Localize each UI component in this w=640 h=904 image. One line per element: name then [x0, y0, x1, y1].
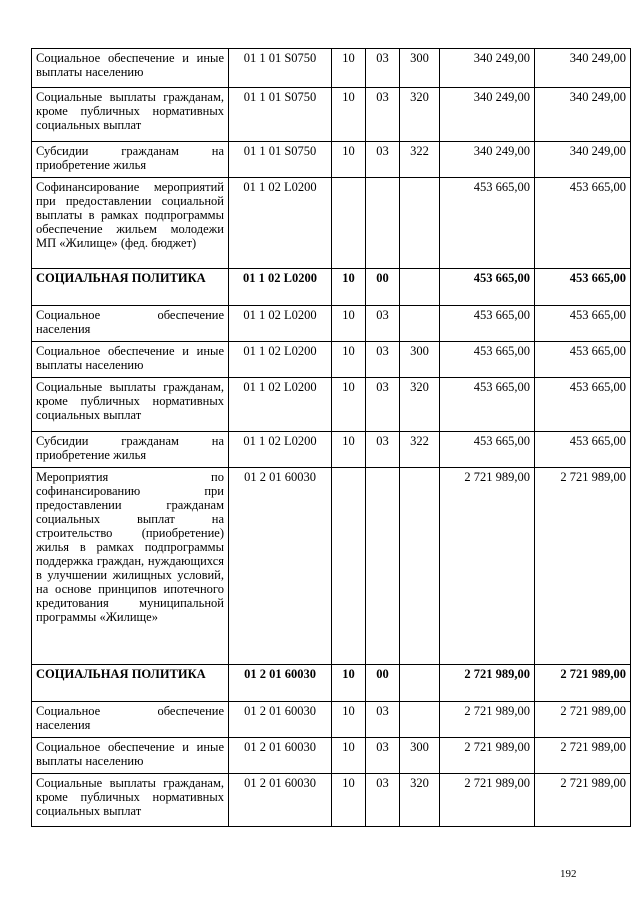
- table-row: [32, 378, 631, 432]
- row-section: 10: [332, 702, 366, 738]
- row-expense-type: 300: [400, 49, 440, 88]
- row-amount-1: 2 721 989,00: [440, 468, 535, 665]
- row-amount-1: 2 721 989,00: [440, 738, 535, 774]
- row-expense-type: 320: [400, 88, 440, 142]
- table-row: [32, 88, 631, 142]
- row-amount-2: 453 665,00: [535, 342, 631, 378]
- row-amount-1: 453 665,00: [440, 378, 535, 432]
- row-name: Социальное обеспечение и иные выплаты населению: [32, 738, 229, 774]
- table-row: [32, 306, 631, 342]
- row-section: 10: [332, 306, 366, 342]
- row-name: Софинансирование мероприятий при предоставлении социальной выплаты в рамках подпрограммы обеспечение жильем молодежи МП «Жилище» (фед. бюджет): [32, 178, 229, 269]
- row-section: 10: [332, 142, 366, 178]
- row-amount-2: 2 721 989,00: [535, 468, 631, 665]
- row-amount-1: 340 249,00: [440, 142, 535, 178]
- row-subsection: 03: [366, 702, 400, 738]
- row-section: 10: [332, 774, 366, 827]
- table-row: [32, 269, 631, 306]
- row-name: Субсидии гражданам на приобретение жилья: [32, 432, 229, 468]
- row-name: Социальные выплаты гражданам, кроме публичных нормативных социальных выплат: [32, 378, 229, 432]
- row-section: 10: [332, 738, 366, 774]
- row-amount-2: 2 721 989,00: [535, 738, 631, 774]
- row-code: 01 2 01 60030: [229, 468, 332, 665]
- row-amount-2: 340 249,00: [535, 142, 631, 178]
- table-row: [32, 702, 631, 738]
- row-expense-type: 300: [400, 738, 440, 774]
- budget-table: [31, 48, 631, 827]
- row-code: 01 1 01 S0750: [229, 88, 332, 142]
- table-row: [32, 432, 631, 468]
- row-section: [332, 468, 366, 665]
- row-amount-1: 2 721 989,00: [440, 702, 535, 738]
- row-subsection: 03: [366, 49, 400, 88]
- row-amount-2: 2 721 989,00: [535, 665, 631, 702]
- table-body: [32, 49, 631, 827]
- row-subsection: 03: [366, 432, 400, 468]
- row-code: 01 1 02 L0200: [229, 378, 332, 432]
- row-amount-1: 453 665,00: [440, 269, 535, 306]
- table-row: [32, 142, 631, 178]
- row-expense-type: 322: [400, 432, 440, 468]
- table-row: [32, 49, 631, 88]
- row-expense-type: 322: [400, 142, 440, 178]
- row-expense-type: [400, 306, 440, 342]
- row-amount-1: 453 665,00: [440, 178, 535, 269]
- row-subsection: 03: [366, 142, 400, 178]
- row-section: [332, 178, 366, 269]
- row-subsection: 03: [366, 342, 400, 378]
- row-subsection: 03: [366, 88, 400, 142]
- row-section: 10: [332, 432, 366, 468]
- row-amount-2: 453 665,00: [535, 306, 631, 342]
- row-name: Мероприятия по софинансированию при предоставлении гражданам социальных выплат на строительство (приобретение) жилья в рамках подпрограммы поддержка граждан, нуждающихся в улучшении жилищных условий, на основе принципов ипотечного кредитования муниципальной программы «Жилище»: [32, 468, 229, 665]
- row-amount-1: 2 721 989,00: [440, 774, 535, 827]
- row-subsection: 03: [366, 306, 400, 342]
- row-expense-type: 320: [400, 774, 440, 827]
- row-expense-type: [400, 178, 440, 269]
- row-name: Социальное обеспечение населения: [32, 702, 229, 738]
- row-code: 01 2 01 60030: [229, 702, 332, 738]
- table-row: [32, 738, 631, 774]
- row-code: 01 2 01 60030: [229, 665, 332, 702]
- row-subsection: 03: [366, 738, 400, 774]
- table-row: [32, 342, 631, 378]
- row-name: СОЦИАЛЬНАЯ ПОЛИТИКА: [32, 269, 229, 306]
- row-amount-2: 340 249,00: [535, 88, 631, 142]
- row-amount-2: 2 721 989,00: [535, 774, 631, 827]
- row-expense-type: [400, 702, 440, 738]
- row-section: 10: [332, 49, 366, 88]
- row-amount-1: 340 249,00: [440, 49, 535, 88]
- row-amount-1: 453 665,00: [440, 342, 535, 378]
- row-amount-2: 453 665,00: [535, 378, 631, 432]
- row-section: 10: [332, 269, 366, 306]
- row-expense-type: 300: [400, 342, 440, 378]
- row-name: Социальное обеспечение и иные выплаты населению: [32, 49, 229, 88]
- table-row: [32, 178, 631, 269]
- table-row: [32, 774, 631, 827]
- row-code: 01 1 02 L0200: [229, 306, 332, 342]
- row-expense-type: [400, 665, 440, 702]
- row-name: Социальные выплаты гражданам, кроме публичных нормативных социальных выплат: [32, 774, 229, 827]
- row-expense-type: 320: [400, 378, 440, 432]
- row-name: Социальные выплаты гражданам, кроме публичных нормативных социальных выплат: [32, 88, 229, 142]
- row-amount-2: 340 249,00: [535, 49, 631, 88]
- table-row: [32, 468, 631, 665]
- row-subsection: [366, 178, 400, 269]
- row-amount-2: 453 665,00: [535, 432, 631, 468]
- row-subsection: 00: [366, 269, 400, 306]
- row-subsection: 03: [366, 378, 400, 432]
- row-section: 10: [332, 342, 366, 378]
- row-code: 01 1 01 S0750: [229, 49, 332, 88]
- row-code: 01 1 01 S0750: [229, 142, 332, 178]
- row-code: 01 1 02 L0200: [229, 269, 332, 306]
- row-amount-2: 453 665,00: [535, 178, 631, 269]
- row-code: 01 1 02 L0200: [229, 178, 332, 269]
- row-amount-1: 340 249,00: [440, 88, 535, 142]
- row-subsection: [366, 468, 400, 665]
- row-section: 10: [332, 378, 366, 432]
- row-amount-2: 2 721 989,00: [535, 702, 631, 738]
- row-name: Субсидии гражданам на приобретение жилья: [32, 142, 229, 178]
- row-section: 10: [332, 665, 366, 702]
- row-amount-1: 453 665,00: [440, 432, 535, 468]
- row-expense-type: [400, 269, 440, 306]
- row-section: 10: [332, 88, 366, 142]
- row-code: 01 1 02 L0200: [229, 342, 332, 378]
- page-number: 192: [560, 868, 577, 880]
- row-code: 01 2 01 60030: [229, 774, 332, 827]
- row-expense-type: [400, 468, 440, 665]
- row-amount-2: 453 665,00: [535, 269, 631, 306]
- row-code: 01 2 01 60030: [229, 738, 332, 774]
- row-subsection: 03: [366, 774, 400, 827]
- row-name: Социальное обеспечение населения: [32, 306, 229, 342]
- row-name: СОЦИАЛЬНАЯ ПОЛИТИКА: [32, 665, 229, 702]
- row-name: Социальное обеспечение и иные выплаты населению: [32, 342, 229, 378]
- table-row: [32, 665, 631, 702]
- row-amount-1: 453 665,00: [440, 306, 535, 342]
- row-code: 01 1 02 L0200: [229, 432, 332, 468]
- row-subsection: 00: [366, 665, 400, 702]
- row-amount-1: 2 721 989,00: [440, 665, 535, 702]
